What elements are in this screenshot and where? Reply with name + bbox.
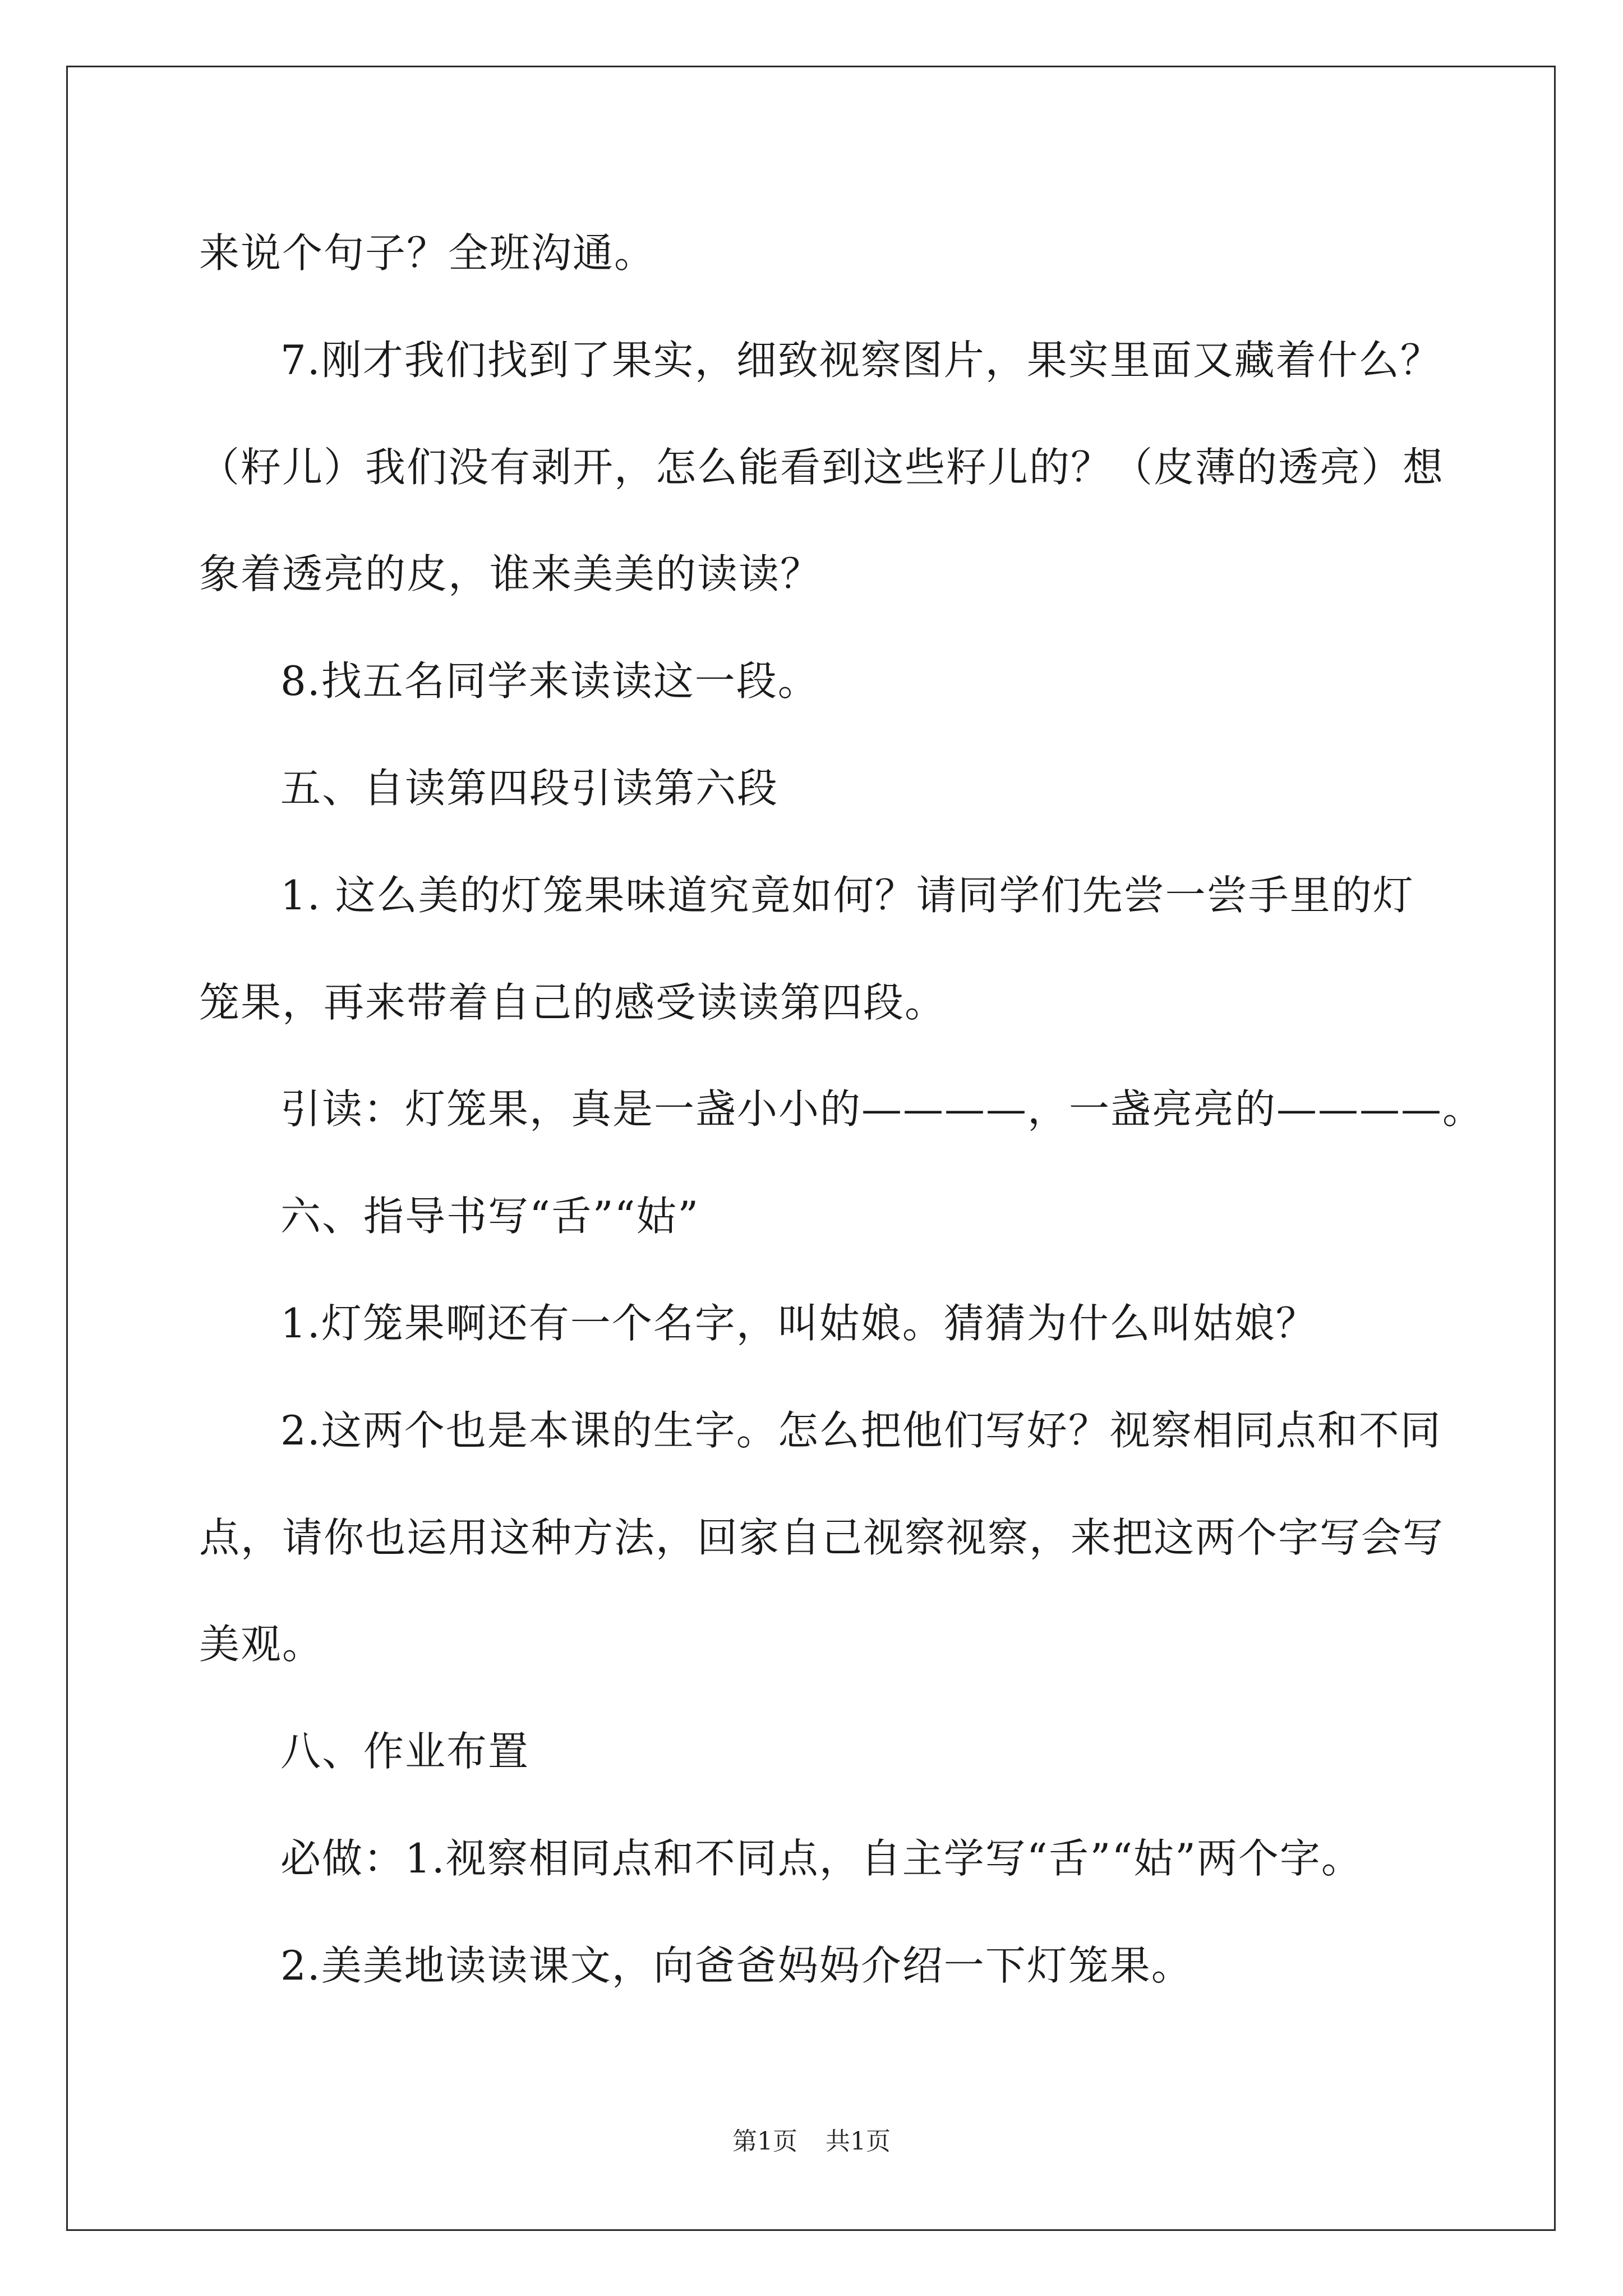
text-line: 2.美美地读读课文，向爸爸妈妈介绍一下灯笼果。 [280, 1942, 1193, 1989]
page-footer [0, 2125, 1623, 2159]
text-line: 引读：灯笼果，真是一盏小小的————，一盏亮亮的————。 [280, 1085, 1484, 1133]
text-line: 点，请你也运用这种方法，回家自己视察视察，来把这两个字写会写 [199, 1514, 1445, 1561]
text-line: 7.刚才我们找到了果实，细致视察图片，果实里面又藏着什么？ [280, 337, 1442, 384]
section-heading: 五、自读第四段引读第六段 [280, 765, 779, 812]
page-border [66, 66, 1556, 2231]
text-line: 8.找五名同学来读读这一段。 [280, 657, 819, 705]
text-line: 象着透亮的皮，谁来美美的读读？ [199, 550, 822, 597]
text-line: 必做：1.视察相同点和不同点，自主学写“舌”“姑”两个字。 [280, 1835, 1363, 1882]
text-line: 笼果，再来带着自己的感受读读第四段。 [199, 979, 947, 1026]
section-heading: 八、作业布置 [280, 1728, 530, 1775]
text-line: 1. 这么美的灯笼果味道究竟如何？请同学们先尝一尝手里的灯 [280, 872, 1414, 919]
section-heading: 六、指导书写“舌”“姑” [280, 1193, 700, 1240]
page-number: 第1页 [732, 2127, 797, 2156]
text-line: 来说个句子？全班沟通。 [199, 229, 656, 277]
text-line: 2.这两个也是本课的生字。怎么把他们写好？视察相同点和不同 [280, 1407, 1442, 1454]
text-line: （籽儿）我们没有剥开，怎么能看到这些籽儿的？（皮薄的透亮）想 [199, 444, 1445, 491]
text-line: 1.灯笼果啊还有一个名字，叫姑娘。猜猜为什么叫姑娘？ [280, 1300, 1317, 1347]
page-total: 共1页 [826, 2127, 891, 2156]
text-line: 美观。 [199, 1621, 324, 1668]
